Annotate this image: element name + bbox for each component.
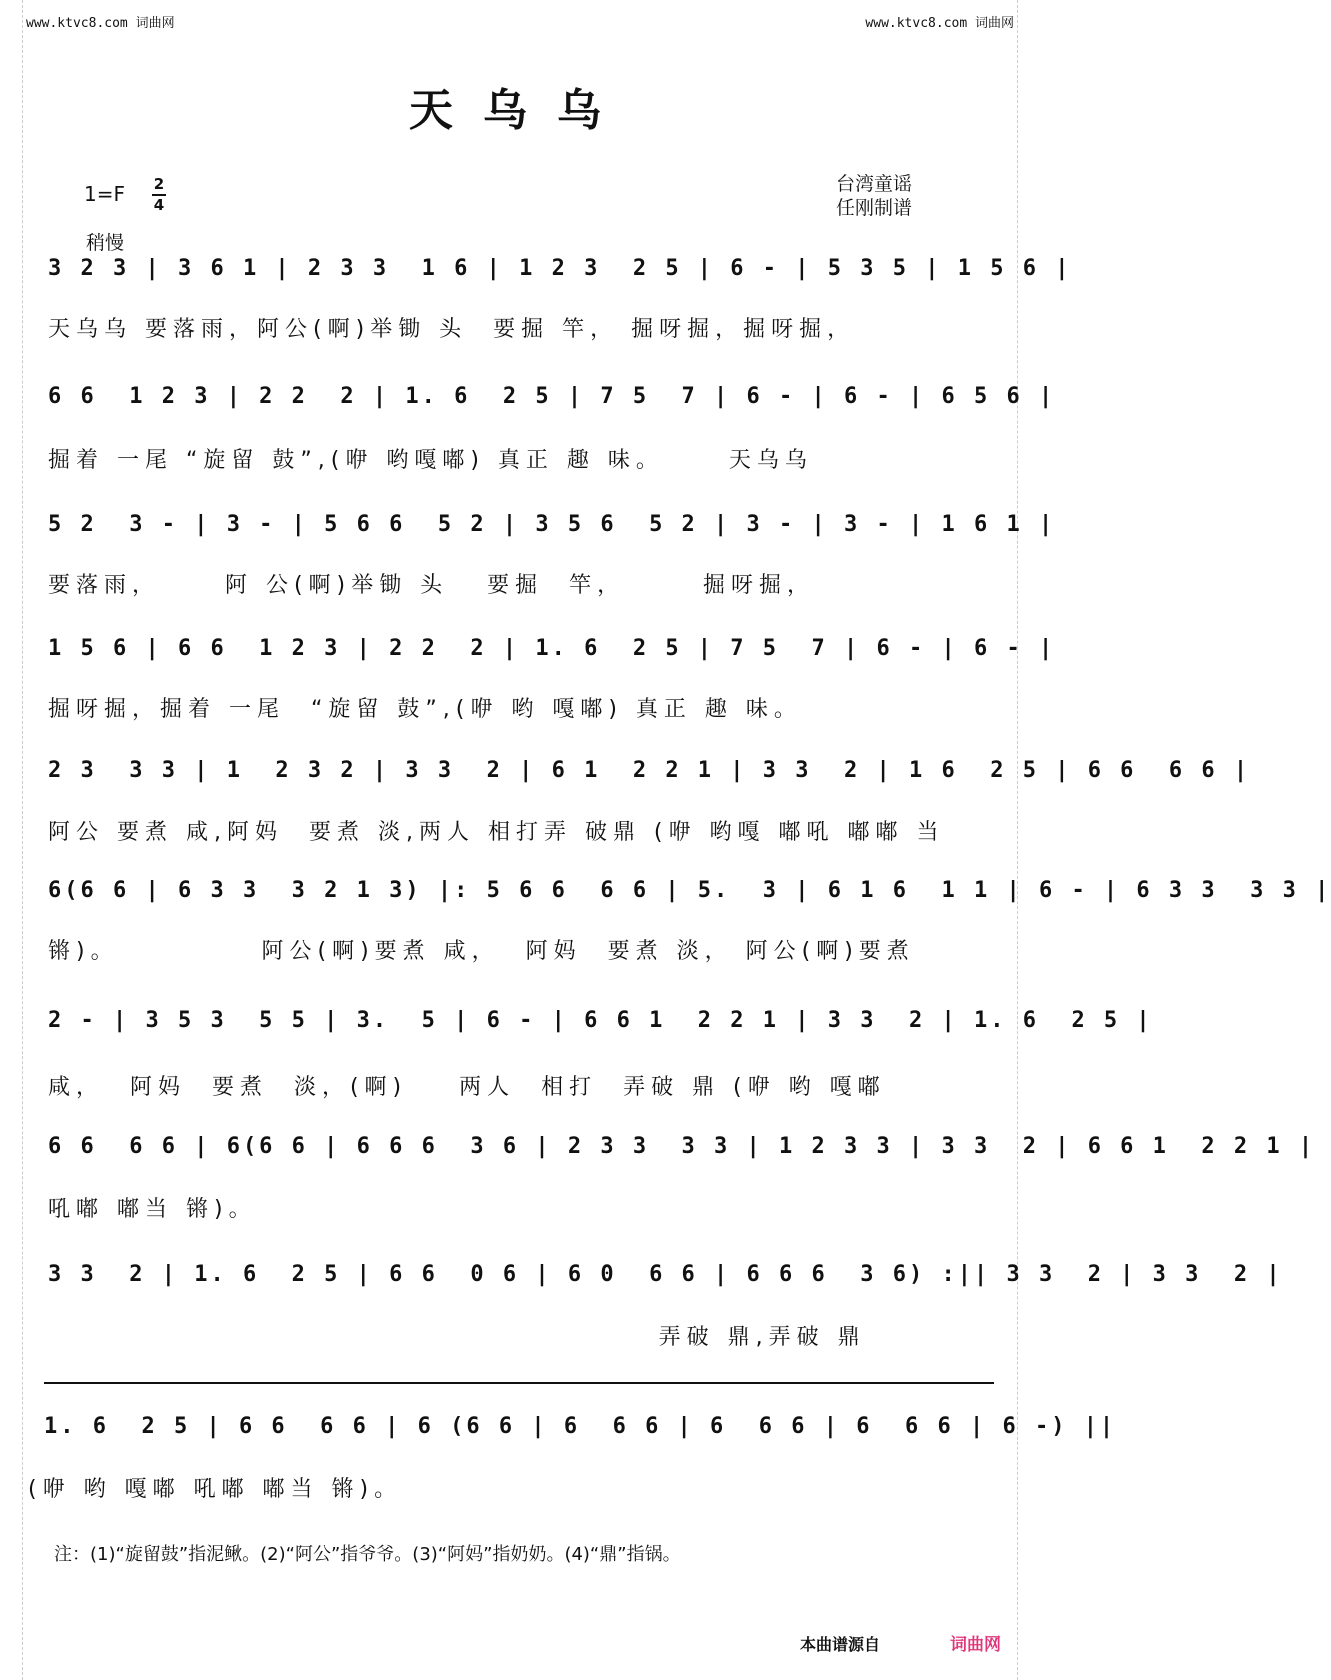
meter-top: 2 xyxy=(153,175,165,193)
left-margin-strip xyxy=(0,0,23,1680)
notation-line-2: 6 6 1 2 3 | 2 2 2 | 1. 6 2 5 | 7 5 7 | 6 - | 6 - | 6 5 6 | xyxy=(48,384,1056,409)
song-title: 天乌乌 xyxy=(409,85,631,136)
lyrics-line-1: 天乌乌 要落雨，阿公(啊)举锄 头 要掘 竿， 掘呀掘，掘呀掘， xyxy=(48,317,856,342)
credits xyxy=(836,172,912,220)
system-divider xyxy=(44,1382,994,1384)
key-signature: 1=F xyxy=(84,182,125,206)
notation-line-7: 2 - | 3 5 3 5 5 | 3. 5 | 6 - | 6 6 1 2 2 1 | 3 3 2 | 1. 6 2 5 | xyxy=(48,1008,1153,1033)
notation-line-1: 3 2 3 | 3 6 1 | 2 3 3 1 6 | 1 2 3 2 5 | 6 - | 5 3 5 | 1 5 6 | xyxy=(48,256,1072,281)
lyrics-line-5: 阿公 要煮 咸,阿妈 要煮 淡,两人 相打弄 破鼎 (咿 哟嘎 嘟吼 嘟嘟 当 xyxy=(48,820,945,845)
notation-line-9: 3 3 2 | 1. 6 2 5 | 6 6 0 6 | 6 0 6 6 | 6 6 6 3 6) :|| 3 3 2 | 3 3 2 | xyxy=(48,1262,1283,1287)
source-label: 本曲谱源自 xyxy=(800,1635,881,1654)
time-signature xyxy=(152,176,166,214)
lyrics-line-6: 锵)。 阿公(啊)要煮 咸， 阿妈 要煮 淡， 阿公(啊)要煮 xyxy=(48,939,915,964)
song-origin: 台湾童谣 xyxy=(836,173,913,195)
arranger: 任刚制谱 xyxy=(836,197,913,219)
lyrics-line-2: 掘着 一尾 “旋留 鼓”,(咿 哟嘎嘟) 真正 趣 味。 天乌乌 xyxy=(48,448,813,473)
lyrics-line-10: (咿 哟 嘎嘟 吼嘟 嘟当 锵)。 xyxy=(28,1477,403,1502)
meter-bottom: 4 xyxy=(153,196,165,214)
notation-line-5: 2 3 3 3 | 1 2 3 2 | 3 3 2 | 6 1 2 2 1 | 3 3 2 | 1 6 2 5 | 6 6 6 6 | xyxy=(48,758,1251,783)
notation-line-3: 5 2 3 - | 3 - | 5 6 6 5 2 | 3 5 6 5 2 | 3 - | 3 - | 1 6 1 | xyxy=(48,512,1056,537)
lyrics-line-4: 掘呀掘，掘着 一尾 “旋留 鼓”,(咿 哟 嘎嘟) 真正 趣 味。 xyxy=(48,697,802,722)
notation-line-8: 6 6 6 6 | 6(6 6 | 6 6 6 3 6 | 2 3 3 3 3 | 1 2 3 3 | 3 3 2 | 6 6 1 2 2 1 | xyxy=(48,1134,1316,1159)
watermark-right: www.ktvc8.com 词曲网 xyxy=(865,16,1014,31)
lyrics-line-3: 要落雨， 阿 公(啊)举锄 头 要掘 竿， 掘呀掘， xyxy=(48,573,816,598)
tempo-marking: 稍慢 xyxy=(86,232,125,254)
notation-line-6: 6(6 6 | 6 3 3 3 2 1 3) |: 5 6 6 6 6 | 5. 3 | 6 1 6 1 1 | 6 - | 6 3 3 3 3 | xyxy=(48,878,1331,903)
watermark-left: www.ktvc8.com 词曲网 xyxy=(26,16,175,31)
lyrics-line-7: 咸， 阿妈 要煮 淡，(啊) 两人 相打 弄破 鼎 (咿 哟 嘎嘟 xyxy=(48,1075,886,1100)
brand-link[interactable]: 词曲网 xyxy=(950,1635,1001,1655)
lyrics-line-8: 吼嘟 嘟当 锵)。 xyxy=(48,1197,257,1222)
notation-line-10: 1. 6 2 5 | 6 6 6 6 | 6 (6 6 | 6 6 6 | 6 6 6 | 6 6 6 | 6 -) || xyxy=(44,1414,1117,1439)
footnote: 注：(1)“旋留鼓”指泥鳅。(2)“阿公”指爷爷。(3)“阿妈”指奶奶。(4)“鼎”指锅。 xyxy=(54,1544,681,1565)
lyrics-line-9: 弄破 鼎,弄破 鼎 xyxy=(48,1325,866,1350)
notation-line-4: 1 5 6 | 6 6 1 2 3 | 2 2 2 | 1. 6 2 5 | 7 5 7 | 6 - | 6 - | xyxy=(48,636,1056,661)
